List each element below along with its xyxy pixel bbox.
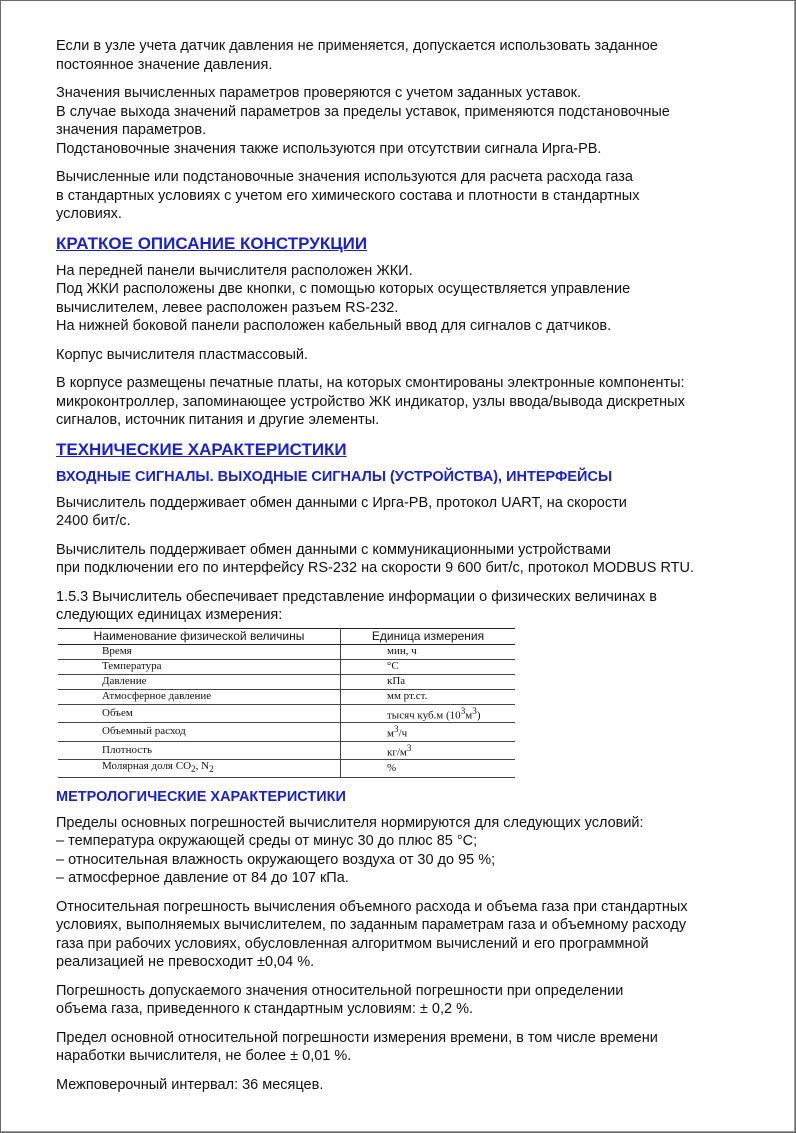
unit-cell: тысяч куб.м $(10^3м^3)$ (341, 704, 516, 723)
units-table-header (58, 628, 515, 644)
table-row (58, 674, 515, 689)
paragraph: Корпус вычислителя пластмассовый. (56, 346, 309, 363)
section-heading-construction: КРАТКОЕ ОПИСАНИЕ КОНСТРУКЦИИ (56, 233, 368, 253)
paragraph: Если в узле учета датчик давления не применяется, допускается использовать заданное постоянное значение давления. (56, 38, 658, 73)
header-quantity: Наименование физической величины (58, 628, 341, 644)
unit-cell: мм рт.ст. (341, 689, 516, 704)
quantity-name-cell: Объем (58, 704, 341, 723)
quantity-name-cell: Время (58, 644, 341, 659)
units-table (58, 628, 515, 778)
paragraph: Вычислитель поддерживает обмен данными с Ирга-РВ, протокол UART, на скорости 2400 бит/с. (56, 494, 627, 529)
paragraph: На передней панели вычислителя расположен ЖКИ. Под ЖКИ расположены две кнопки, с помощью которых осуществляется управление вычислителем, левее расположен разъем RS-232. На нижней боковой панели расположен кабельный ввод для сигналов с датчиков. (56, 262, 631, 334)
paragraph: 1.5.3 Вычислитель обеспечивает представление информации о физических величинах в следующих единицах измерения: (56, 588, 657, 623)
unit-cell: $м^3/ч$ (341, 723, 516, 742)
table-row (58, 760, 515, 777)
unit-cell: мин, ч (341, 644, 516, 659)
paragraph: Межповерочный интервал: 36 месяцев. (56, 1076, 324, 1093)
paragraph: В корпусе размещены печатные платы, на которых смонтированы электронные компоненты: микроконтроллер, запоминающее устройство ЖК индикатор, узлы ввода/вывода дискретных сигналов, источник питания и другие элементы. (56, 375, 685, 428)
paragraph: Предел основной относительной погрешности измерения времени, в том числе времени наработки вычислителя, не более ± 0,01 %. (56, 1029, 658, 1065)
quantity-name-cell: Молярная доля $CO_2$, $N_2$ (58, 760, 341, 777)
paragraph: Погрешность допускаемого значения относительной погрешности при определении объема газа, приведенного к стандартным условиям: ± 0,2 %. (56, 982, 624, 1018)
unit-cell: % (341, 760, 516, 777)
section-heading-metro: МЕТРОЛОГИЧЕСКИЕ ХАРАКТЕРИСТИКИ (56, 788, 346, 805)
header-unit: Единица измерения (341, 628, 516, 644)
paragraph: Вычислитель поддерживает обмен данными с коммуникационными устройствами при подключении его по интерфейсу RS-232 на скорости 9 600 бит/с, протокол MODBUS RTU. (56, 541, 695, 576)
table-row (58, 723, 515, 742)
paragraph: Вычисленные или подстановочные значения используются для расчета расхода газа в стандартных условиях с учетом его химического состава и плотности в стандартных условиях. (56, 169, 640, 222)
table-row (58, 689, 515, 704)
table-row (58, 704, 515, 723)
quantity-name-cell: Атмосферное давление (58, 689, 341, 704)
document-content (56, 37, 756, 1104)
quantity-name-cell: Объемный расход (58, 723, 341, 742)
quantity-name-cell: Температура (58, 659, 341, 674)
section-heading-tech: ТЕХНИЧЕСКИЕ ХАРАКТЕРИСТИКИ (56, 439, 347, 459)
quantity-name-cell: Давление (58, 674, 341, 689)
unit-cell: °С (341, 659, 516, 674)
unit-cell: кПа (341, 674, 516, 689)
paragraph: Значения вычисленных параметров проверяются с учетом заданных уставок. В случае выхода значений параметров за пределы уставок, применяются подстановочные значения параметров. Подстановочные значения также используются при отсутствии сигнала Ирга-РВ. (56, 85, 670, 157)
table-row (58, 659, 515, 674)
paragraph: Пределы основных погрешностей вычислителя нормируются для следующих условий: – температура окружающей среды от минус 30 до плюс 85 °С; – относительная влажность окружающего воздуха от 30 до 95 %; – атмосферное давление от 84 до 107 кПа. (56, 814, 644, 887)
quantity-name-cell: Плотность (58, 741, 341, 760)
table-row (58, 644, 515, 659)
table-row (58, 741, 515, 760)
subheading-signals: ВХОДНЫЕ СИГНАЛЫ. ВЫХОДНЫЕ СИГНАЛЫ (УСТРОЙСТВА), ИНТЕРФЕЙСЫ (56, 468, 613, 485)
paragraph: Относительная погрешность вычисления объемного расхода и объема газа при стандартных условиях, выполняемых вычислителем, по заданным параметрам газа и объемному расходу газа при рабочих условиях, обусловленная алгоритмом вычислений и его программной реализацией не превосходит ±0,04 %. (56, 898, 688, 971)
unit-cell: $кг/м^3$ (341, 741, 516, 760)
